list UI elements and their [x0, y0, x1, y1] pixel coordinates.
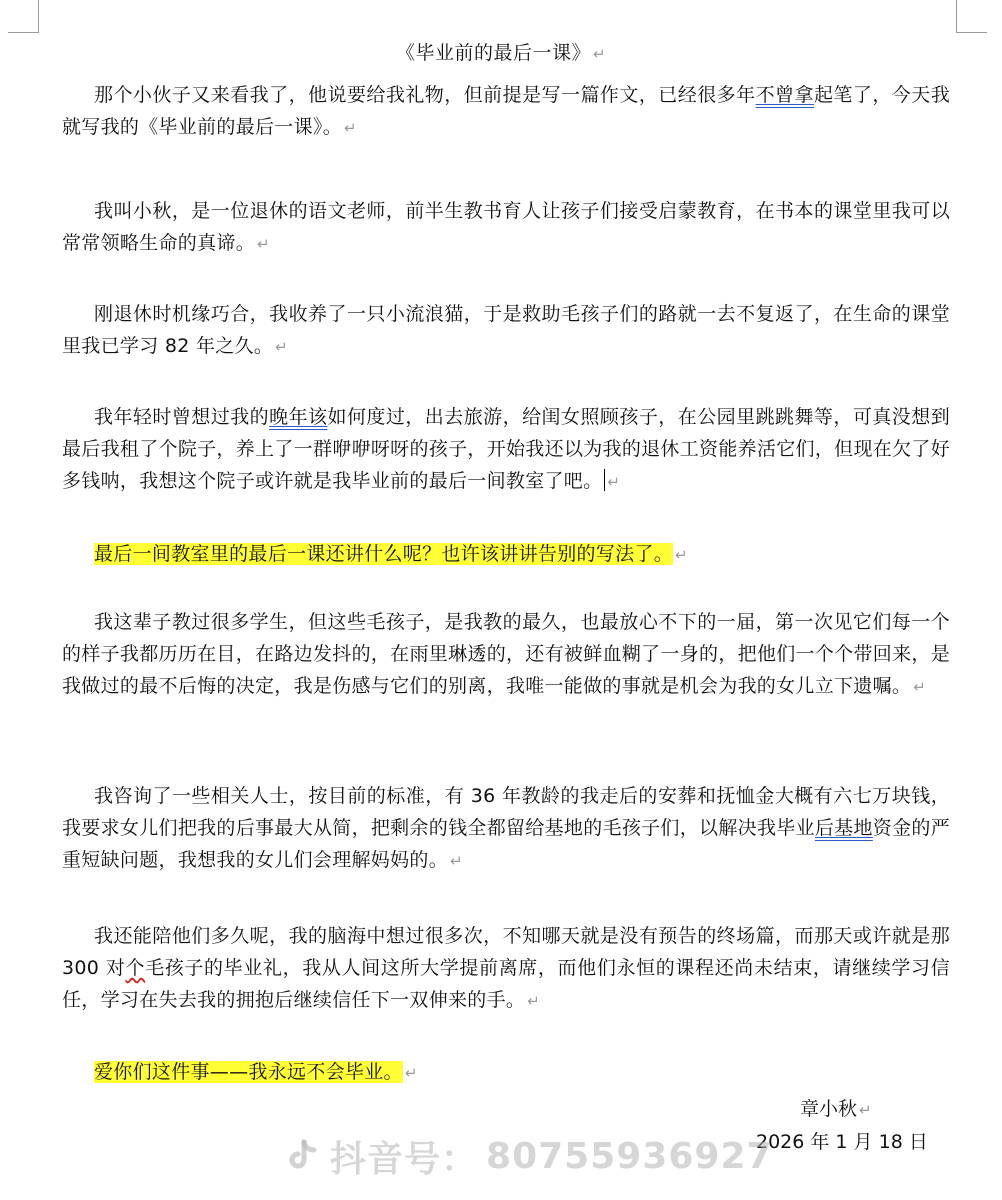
paragraph-text-segment[interactable]: 爱你们这件事——我永远不会毕业。	[94, 1061, 403, 1083]
crop-mark-top-left	[8, 0, 39, 33]
paragraph-mark: ↵	[344, 119, 357, 137]
paragraph-text-segment[interactable]: 起笔了，今天我就写我的《毕业前的最后一课》。	[62, 84, 950, 138]
paragraph[interactable]	[62, 780, 950, 877]
paragraph-text-segment[interactable]: 毛孩子的毕业礼，我从人间这所大学提前离席，而他们永恒的课程还尚未结束，请继续学习信任，学习在失去我的拥抱后继续信任下一双伸来的手。	[62, 957, 950, 1011]
paragraph-mark: ↵	[275, 338, 289, 356]
paragraph-mark: ↵	[404, 1064, 418, 1082]
douyin-logo-icon	[282, 1136, 322, 1176]
paragraph[interactable]	[62, 606, 950, 703]
paragraph-text-segment[interactable]: 我还能陪他们多久呢，我的脑海中想过很多次，不知哪天就是没有预告的终场篇，而那天或许就是那 300 对	[62, 925, 950, 979]
paragraph[interactable]	[62, 79, 950, 144]
paragraph-highlighted[interactable]	[62, 1056, 950, 1089]
paragraph-mark: ↵	[257, 235, 270, 253]
paragraph-mark: ↵	[607, 473, 621, 491]
paragraph-text-segment[interactable]: 不曾拿	[755, 84, 814, 106]
text-cursor	[604, 469, 605, 491]
paragraph-text-segment[interactable]: 我叫小秋，是一位退休的语文老师，前半生教书育人让孩子们接受启蒙教育，在书本的课堂里我可以常常领略生命的真谛。	[62, 200, 950, 254]
paragraph-mark: ↵	[913, 678, 927, 696]
paragraph[interactable]	[62, 920, 950, 1017]
paragraph-mark: ↵	[859, 1101, 872, 1119]
paragraph[interactable]	[62, 401, 950, 498]
watermark-id: 80755936927	[486, 1135, 773, 1177]
paragraph-text-segment[interactable]: 如何度过，出去旅游，给闺女照顾孩子，在公园里跳跳舞等，可真没想到最后我租了个院子，养上了一群咿咿呀呀的孩子，开始我还以为我的退休工资能养活它们，但现在欠了好多钱呐，我想这个院子或许就是我毕业前的最后一间教室了吧。	[62, 406, 950, 492]
signature-date-text[interactable]: 2026 年 1 月 18 日	[756, 1131, 928, 1153]
paragraph-text-segment[interactable]: 资金的严重短缺问题，我想我的女儿们会理解妈妈的。	[62, 817, 951, 871]
crop-mark-top-right	[956, 0, 987, 33]
watermark-label: 抖音号：	[330, 1138, 479, 1180]
paragraph-text-segment[interactable]: 我咨询了一些相关人士，按目前的标准，有 36 年教龄的我走后的安葬和抚恤金大概有六七万块钱，我要求女儿们把我的后事最大从简，把剩余的钱全都留给基地的毛孩子们，以解决我毕业	[62, 785, 950, 839]
signature-text[interactable]: 章小秋	[800, 1098, 858, 1120]
paragraph-mark: ↵	[592, 45, 607, 63]
paragraph-mark: ↵	[450, 852, 463, 870]
paragraph-text-segment[interactable]: 晚年该	[269, 406, 328, 428]
paragraph-text-segment[interactable]: 个	[125, 957, 146, 979]
document-title[interactable]	[0, 38, 1002, 69]
paragraph-text-segment[interactable]: 我这辈子教过很多学生，但这些毛孩子，是我教的最久，也最放心不下的一届，第一次见它们每一个的样子我都历历在目，在路边发抖的，在雨里琳透的，还有被鲜血糊了一身的，把他们一个个带回来，是我做过的最不后悔的决定，我是伤感与它们的别离，我唯一能做的事就是机会为我的女儿立下遗嘱。	[62, 611, 950, 697]
paragraph-text-segment[interactable]: 我年轻时曾想过我的	[94, 406, 270, 428]
paragraph[interactable]	[62, 195, 950, 260]
paragraph-mark: ↵	[675, 546, 688, 564]
paragraph-text-segment[interactable]: 刚退休时机缘巧合，我收养了一只小流浪猫，于是救助毛孩子们的路就一去不复返了，在生命的课堂里我已学习 82 年之久。	[62, 303, 950, 357]
signature-date[interactable]	[756, 1127, 928, 1157]
signature[interactable]	[800, 1094, 872, 1125]
paragraph-text-segment[interactable]: 最后一间教室里的最后一课还讲什么呢？也许该讲讲告别的写法了。	[94, 543, 674, 565]
paragraph-highlighted[interactable]	[62, 538, 950, 571]
paragraph-text-segment[interactable]: 后基地	[814, 817, 873, 839]
document-title-text[interactable]: 《毕业前的最后一课》	[395, 42, 591, 64]
paragraph-mark: ↵	[527, 992, 541, 1010]
paragraph[interactable]	[62, 298, 950, 363]
paragraph-text-segment[interactable]: 那个小伙子又来看我了，他说要给我礼物，但前提是写一篇作文，已经很多年	[94, 84, 756, 106]
watermark	[282, 1134, 773, 1178]
